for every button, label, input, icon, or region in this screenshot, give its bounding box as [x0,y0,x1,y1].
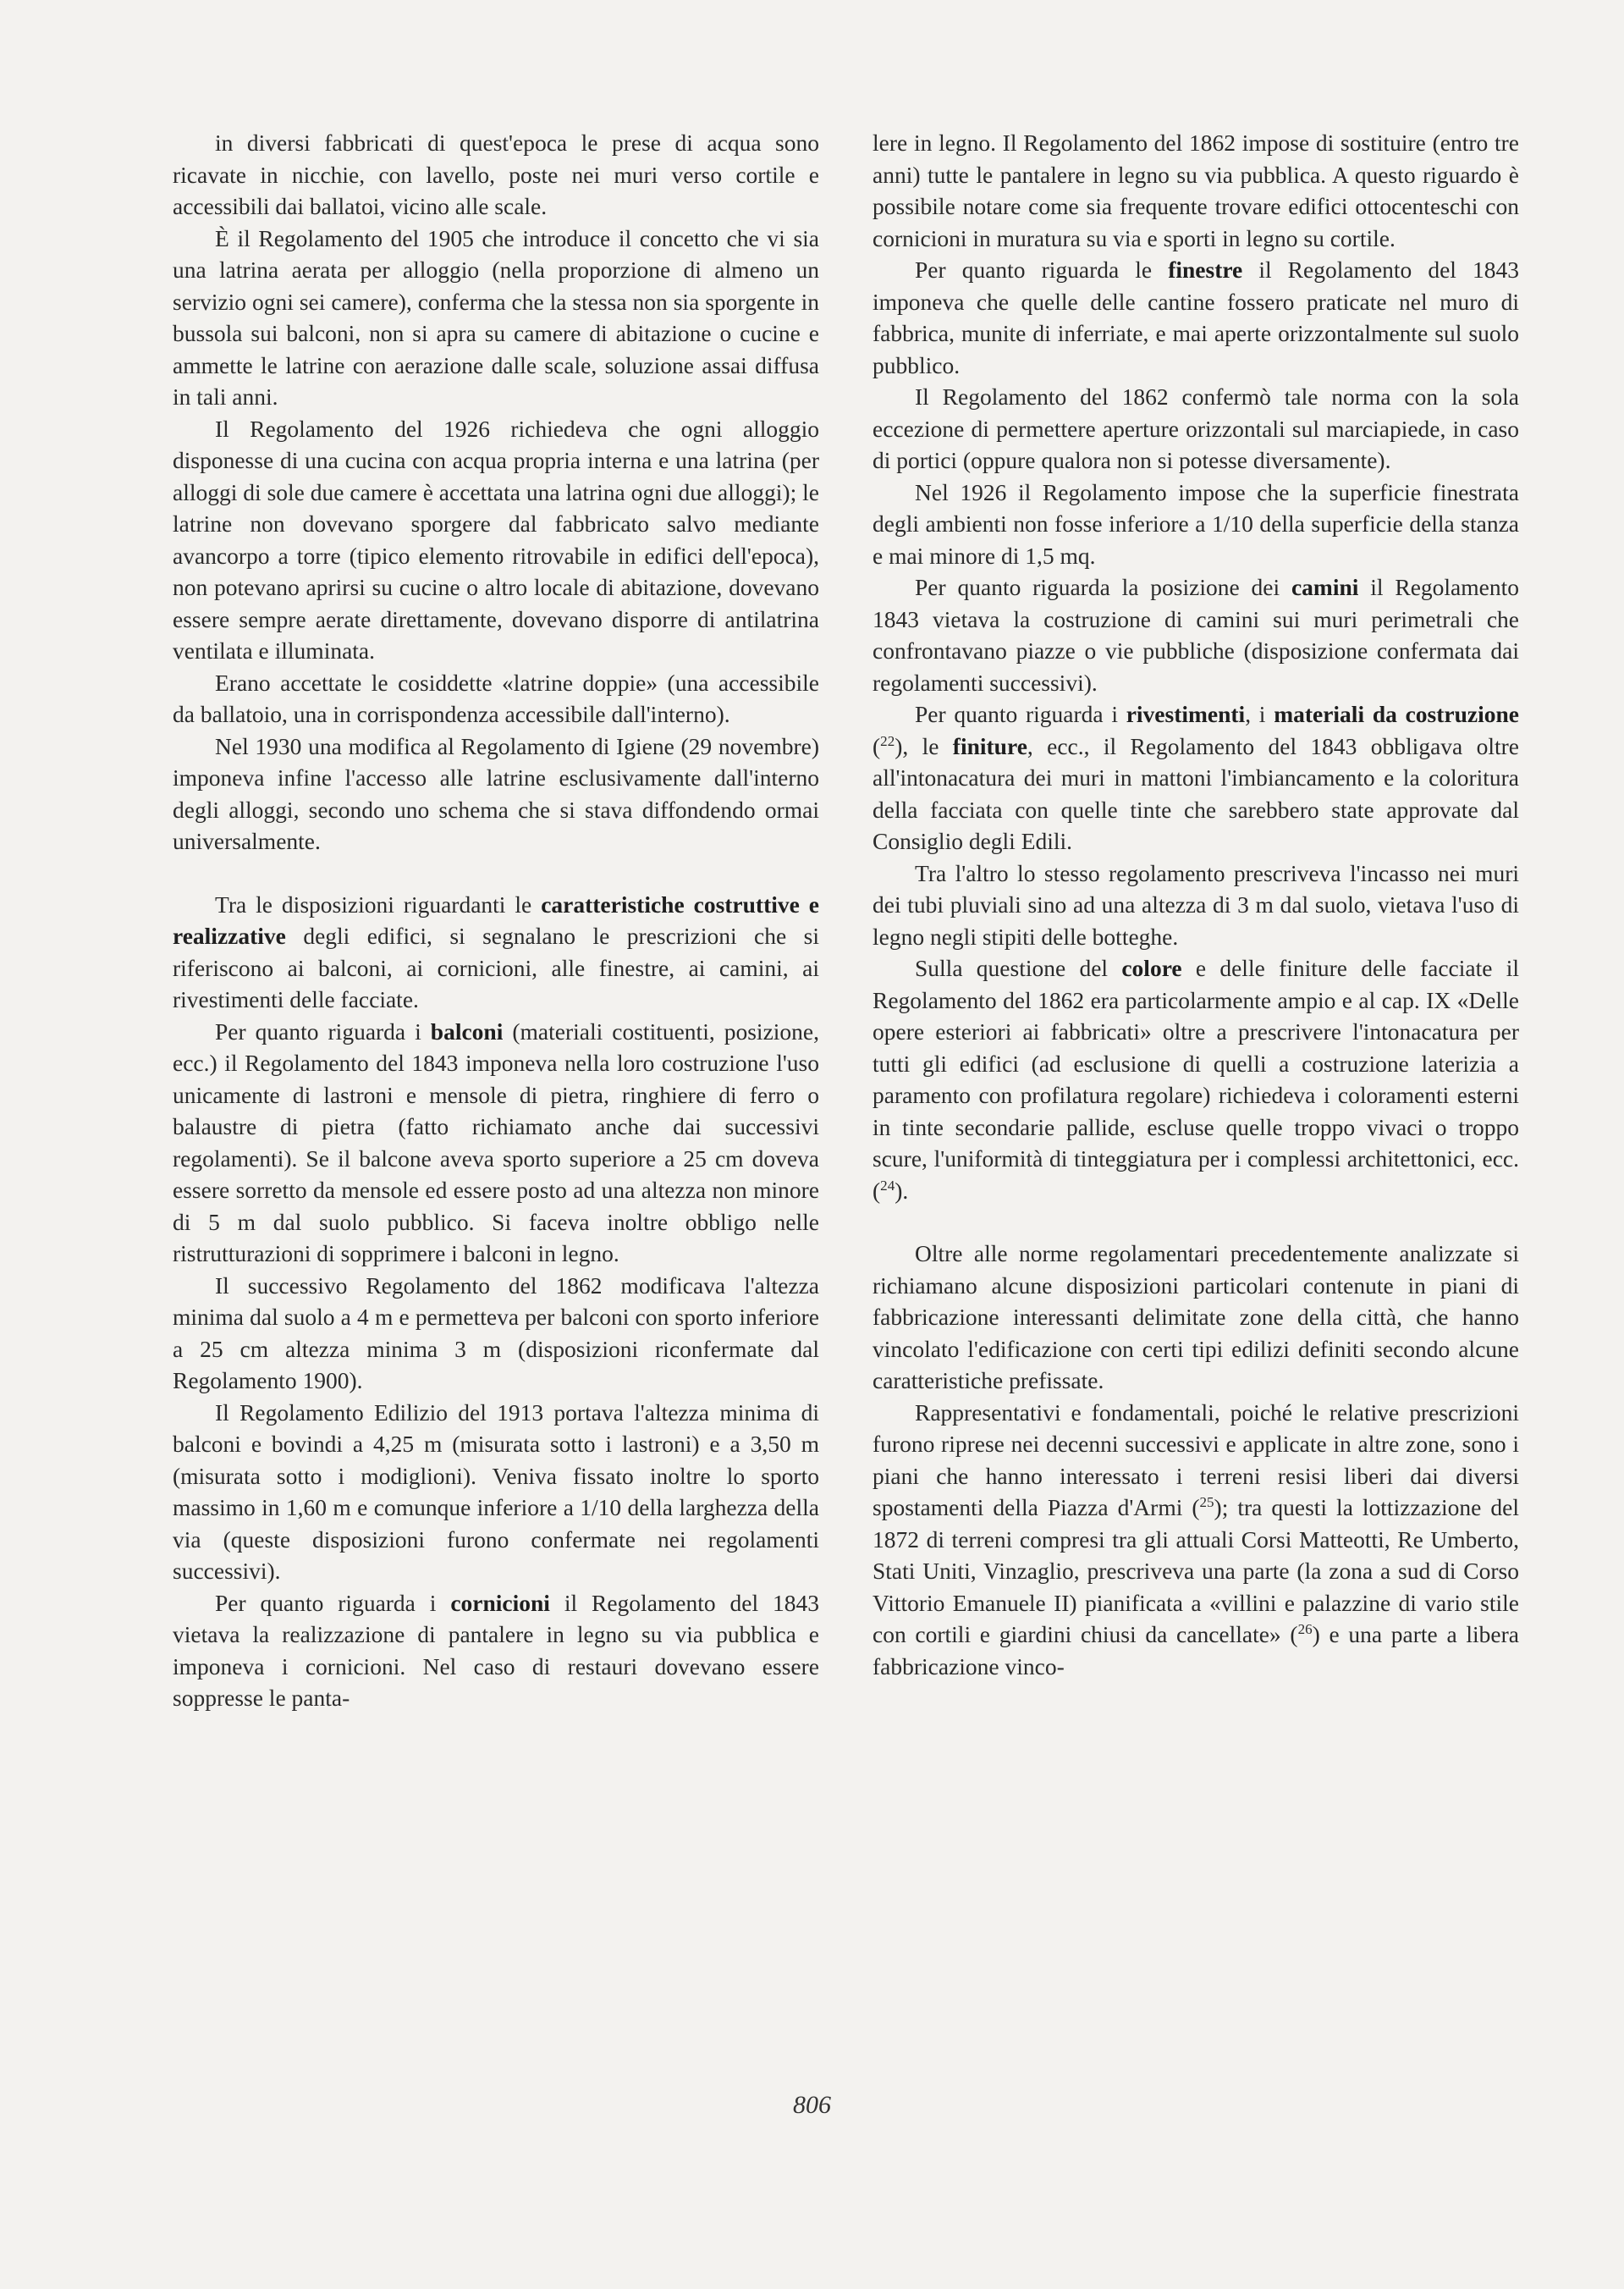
footnote-ref: 25 [1199,1493,1214,1510]
paragraph [873,127,1519,254]
text-run: ) e una parte a libera fabbricazione vinco- [873,1621,1519,1680]
paragraph [873,254,1519,381]
text-run: Tra l'altro lo stesso regolamento prescriveva l'incasso nei muri dei tubi pluviali sino ad una altezza di 3 m dal suolo, vietava l'uso di legno negli stipiti delle botteghe. [873,859,1519,950]
paragraph [873,952,1519,1206]
text-run: Oltre alle norme regolamentari precedentemente analizzate si richiamano alcune disposizioni particolari contenute in piani di fabbricazione interessanti delimitate zone della città, che hanno vincolato l'edificazione con certi tipi edilizi definiti secondo alcune caratteristiche prefissate. [873,1240,1519,1393]
paragraph [173,1016,819,1270]
text-run: Il Regolamento del 1862 confermò tale norma con la sola eccezione di permettere aperture orizzontali sul marciapiede, in caso di portici (oppure qualora non si potesse diversamente). [873,383,1519,473]
paragraph [873,571,1519,698]
paragraph [173,731,819,858]
text-run: Il successivo Regolamento del 1862 modificava l'altezza minima dal suolo a 4 m e permetteva per balconi con sporto inferiore a 25 cm altezza minima 3 m (disposizioni riconfermate dal Regolamento 1900). [173,1271,819,1393]
bold-term: rivestimenti [1126,701,1246,727]
text-run: Per quanto riguarda le [915,256,1169,283]
paragraph [873,858,1519,953]
text-run: Per quanto riguarda i [215,1589,451,1616]
paragraph [173,1587,819,1714]
bold-term: caratteristiche costruttive e realizzative [173,891,819,949]
footnote-ref: 24 [880,1177,895,1194]
text-run: Per quanto riguarda la posizione dei [915,574,1291,600]
bold-term: colore [1121,955,1182,981]
text-run: Sulla questione del [915,955,1122,981]
footnote-ref: 22 [880,732,895,749]
paragraph [173,127,819,223]
text-run: ( [873,732,881,759]
text-run: Il Regolamento del 1926 richiedeva che ogni alloggio disponesse di una cucina con acqua propria interna e una latrina (per alloggi di sole due camere è accettata una latrina ogni due alloggi); le latrine non dovevano sporgere dal fabbricato salvo mediante avancorpo a torre (tipico elemento ritrovabile in edifici dell'epoca), non potevano aprirsi su cucine o altro locale di abitazione, dovevano essere sempre aerate direttamente, dovevano disporre di antilatrina ventilata e illuminata. [173,415,819,664]
paragraph [173,223,819,413]
paragraph [873,381,1519,477]
text-run: il Regolamento del 1843 vietava la realizzazione di pantalere in legno su via pubblica e imponeva i cornicioni. Nel caso di restauri dovevano essere soppresse le panta- [173,1589,819,1711]
bold-term: cornicioni [450,1589,550,1616]
text-run: Tra le disposizioni riguardanti le [215,891,542,918]
text-run: il Regolamento 1843 vietava la costruzione di camini sui muri perimetrali che confrontavano piazze o vie pubbliche (disposizione confermata dai regolamenti successivi). [873,574,1519,696]
text-column-left [173,127,819,1714]
text-run: Erano accettate le cosiddette «latrine doppie» (una accessibile da ballatoio, una in corrispondenza accessibile dall'interno). [173,669,819,727]
text-run: il Regolamento del 1843 imponeva che quelle delle cantine fossero praticate nel muro di fabbrica, munite di inferriate, e mai aperte orizzontalmente sul suolo pubblico. [873,256,1519,378]
text-run: lere in legno. Il Regolamento del 1862 impose di sostituire (entro tre anni) tutte le pantalere in legno su via pubblica. A questo riguardo è possibile notare come sia frequente trovare edifici ottocenteschi con cornicioni in muratura su via e sporti in legno su cortile. [873,130,1519,251]
text-run: Per quanto riguarda i [915,701,1126,727]
page-number: 806 [793,2091,831,2119]
text-run: Il Regolamento Edilizio del 1913 portava l'altezza minima di balconi e bovindi a 4,25 m (misurata sotto i lastroni) e a 3,50 m (misurata sotto i modiglioni). Veniva fissato inoltre lo sporto massimo in 1,60 m e comunque inferiore a 1/10 della larghezza della via (queste disposizioni furono confermate nei regolamenti successivi). [173,1398,819,1584]
paragraph [173,889,819,1016]
paragraph [173,413,819,667]
text-run: ); tra questi la lottizzazione del 1872 di terreni compresi tra gli attuali Corsi Matteotti, Re Umberto, Stati Uniti, Vinzaglio, prescriveva una parte (la zona a sud di Corso Vittorio Emanuele II) pianificata a «villini e palazzine di vario stile con cortili e giardini chiusi da cancellate» ( [873,1494,1519,1647]
paragraph [173,1270,819,1397]
text-run: Nel 1930 una modifica al Regolamento di Igiene (29 novembre) imponeva infine l'accesso alle latrine esclusivamente dall'interno degli alloggi, secondo uno schema che si stava diffondendo ormai universalmente. [173,732,819,854]
text-run: Rappresentativi e fondamentali, poiché le relative prescrizioni furono riprese nei decenni successivi e applicate in altre zone, sono i piani che hanno interessato i terreni resisi liberi dai diversi spostamenti della Piazza d'Armi ( [873,1398,1519,1520]
text-column-right [873,127,1519,1682]
paragraph [173,1397,819,1587]
paragraph [873,1397,1519,1683]
text-run: degli edifici, si segnalano le prescrizioni che si riferiscono ai balconi, ai cornicioni, alle finestre, ai camini, ai rivestimenti delle facciate. [173,923,819,1012]
text-run: , ecc., il Regolamento del 1843 obbligava oltre all'intonacatura dei muri in mattoni l'imbiancamento e la coloritura della facciata con quelle tinte che sarebbero state approvate dal Consiglio degli Edili. [873,732,1519,854]
paragraph [173,667,819,731]
text-run: Per quanto riguarda i [215,1018,431,1045]
bold-term: finiture [952,732,1027,759]
footnote-ref: 26 [1297,1620,1313,1637]
text-run: ), le [895,732,953,759]
paragraph [873,477,1519,572]
text-run: (materiali costituenti, posizione, ecc.) il Regolamento del 1843 imponeva nella loro costruzione l'uso unicamente di lastroni e mensole di pietra, ringhiere di ferro o balaustre di pietra (fatto richiamato anche dai successivi regolamenti). Se il balcone aveva sporto superiore a 25 cm doveva essere sorretto da mensole ed essere posto ad una altezza non minore di 5 m dal suolo pubblico. Si faceva inoltre obbligo nelle ristrutturazioni di sopprimere i balconi in legno. [173,1018,819,1266]
paragraph [873,698,1519,858]
text-run: in diversi fabbricati di quest'epoca le prese di acqua sono ricavate in nicchie, con lavello, poste nei muri verso cortile e accessibili dai ballatoi, vicino alle scale. [173,130,819,219]
bold-term: camini [1291,574,1359,600]
bold-term: balconi [430,1018,504,1045]
paragraph [873,1238,1519,1397]
bold-term: finestre [1168,256,1243,283]
text-run: ). [895,1177,909,1204]
text-run: È il Regolamento del 1905 che introduce il concetto che vi sia una latrina aerata per alloggio (nella proporzione di almeno un servizio ogni sei camere), conferma che la stessa non sia sporgente in bussola sui balconi, non si apra su camere di abitazione o cucine e ammette le latrine con aerazione dalle scale, soluzione assai diffusa in tali anni. [173,224,819,410]
text-run: e delle finiture delle facciate il Regolamento del 1862 era particolarmente ampio e al cap. IX «Delle opere esteriori ai fabbricati» oltre a prescrivere l'intonacatura per tutti gli edifici (ad esclusione di quelli a costruzione laterizia a paramento con profilatura regolare) richiedeva i coloramenti esterni in tinte secondarie pallide, escluse quelle troppo vivaci o troppo scure, l'uniformità di tinteggiatura per i complessi architettonici, ecc. ( [873,955,1520,1204]
bold-term: materiali da costruzione [1274,701,1520,727]
text-run: , i [1245,701,1274,727]
text-run: Nel 1926 il Regolamento impose che la superficie finestrata degli ambienti non fosse inferiore a 1/10 della superficie della stanza e mai minore di 1,5 mq. [873,478,1519,569]
